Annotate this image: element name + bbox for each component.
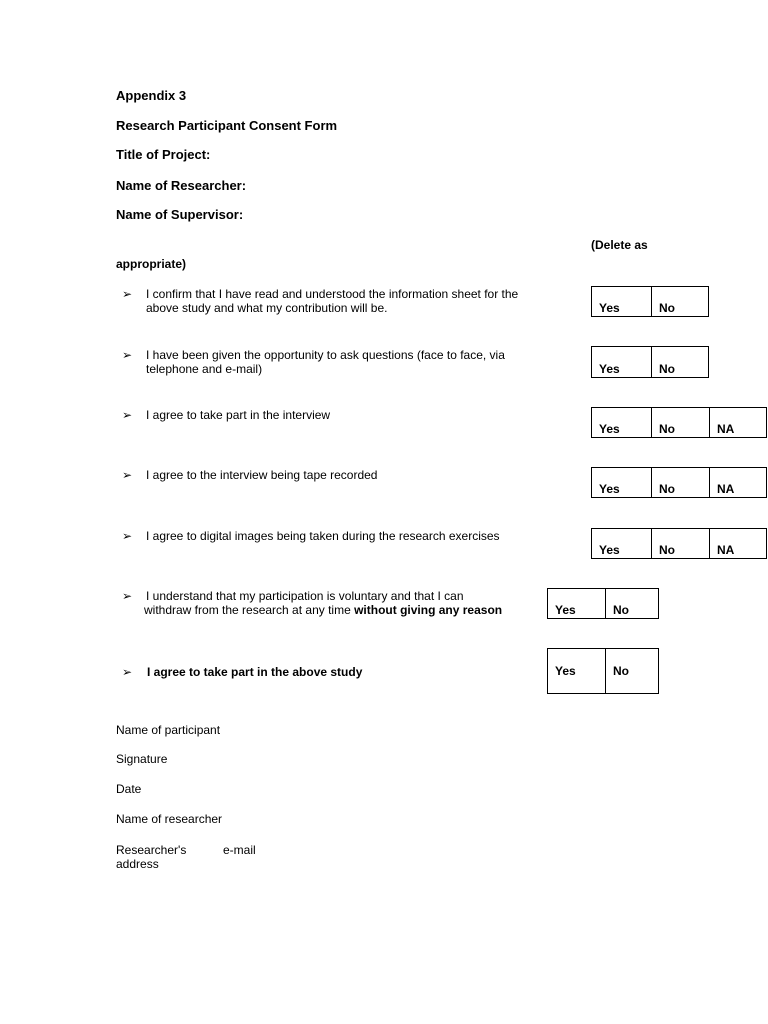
bullet-icon: ➢ xyxy=(122,529,133,543)
statement-1-line-1: I confirm that I have read and understood the information sheet for the xyxy=(146,287,519,301)
statement-7-options xyxy=(547,648,659,694)
statement-1-line-2: above study and what my contribution will be. xyxy=(146,301,388,315)
no-option[interactable]: No xyxy=(651,408,709,437)
appendix-heading: Appendix 3 xyxy=(116,88,187,103)
statement-4-text: I agree to the interview being tape recorded xyxy=(146,468,378,482)
researcher-email-label-part-3: address xyxy=(116,857,159,871)
no-option[interactable]: No xyxy=(605,589,658,618)
yes-option[interactable]: Yes xyxy=(599,422,620,436)
bullet-icon: ➢ xyxy=(122,468,133,482)
na-option[interactable]: NA xyxy=(709,468,766,497)
researcher-email-label-part-1: Researcher's xyxy=(116,843,187,857)
statement-7-text: I agree to take part in the above study xyxy=(147,665,363,679)
statement-6-options xyxy=(547,588,659,619)
statement-4-options xyxy=(591,467,767,498)
statement-6-line-1: I understand that my participation is voluntary and that I can xyxy=(146,589,464,603)
researcher-name-label: Name of Researcher: xyxy=(116,178,247,193)
statement-2-options xyxy=(591,346,709,378)
participant-name-label: Name of participant xyxy=(116,723,221,737)
bullet-icon: ➢ xyxy=(122,287,133,301)
statement-3-text: I agree to take part in the interview xyxy=(146,408,331,422)
no-option[interactable]: No xyxy=(651,529,709,558)
supervisor-name-label: Name of Supervisor: xyxy=(116,207,244,222)
no-option[interactable]: No xyxy=(651,287,708,316)
yes-option[interactable]: Yes xyxy=(599,362,620,376)
signature-label: Signature xyxy=(116,752,168,766)
na-option[interactable]: NA xyxy=(709,408,766,437)
form-title: Research Participant Consent Form xyxy=(116,118,338,133)
yes-option[interactable]: Yes xyxy=(555,603,576,617)
researcher-email-label-part-2: e-mail xyxy=(223,843,256,857)
no-option[interactable]: No xyxy=(651,347,708,377)
statement-3-options xyxy=(591,407,767,438)
project-title-label: Title of Project: xyxy=(116,147,211,162)
na-option[interactable]: NA xyxy=(709,529,766,558)
date-label: Date xyxy=(116,782,142,796)
statement-2-line-2: telephone and e-mail) xyxy=(146,362,263,376)
instruction-delete-as: (Delete as xyxy=(591,238,648,252)
yes-option[interactable]: Yes xyxy=(599,543,620,557)
statement-6-line-2 xyxy=(144,603,502,617)
bullet-icon: ➢ xyxy=(122,408,133,422)
bullet-icon: ➢ xyxy=(122,589,133,603)
statement-5-text: I agree to digital images being taken during the research exercises xyxy=(146,529,500,543)
bullet-icon: ➢ xyxy=(122,665,133,679)
statement-6-emphasis: without giving any reason xyxy=(354,603,503,617)
no-option[interactable]: No xyxy=(651,468,709,497)
yes-option[interactable]: Yes xyxy=(599,301,620,315)
yes-option[interactable]: Yes xyxy=(555,664,576,678)
instruction-appropriate: appropriate) xyxy=(116,257,187,271)
yes-option[interactable]: Yes xyxy=(599,482,620,496)
statement-6-line-2-plain: withdraw from the research at any time xyxy=(144,603,355,617)
statement-1-options xyxy=(591,286,709,317)
researcher-name-field-label: Name of researcher xyxy=(116,812,223,826)
no-option[interactable]: No xyxy=(605,649,658,693)
bullet-icon: ➢ xyxy=(122,348,133,362)
statement-5-options xyxy=(591,528,767,559)
statement-2-line-1: I have been given the opportunity to ask questions (face to face, via xyxy=(146,348,505,362)
